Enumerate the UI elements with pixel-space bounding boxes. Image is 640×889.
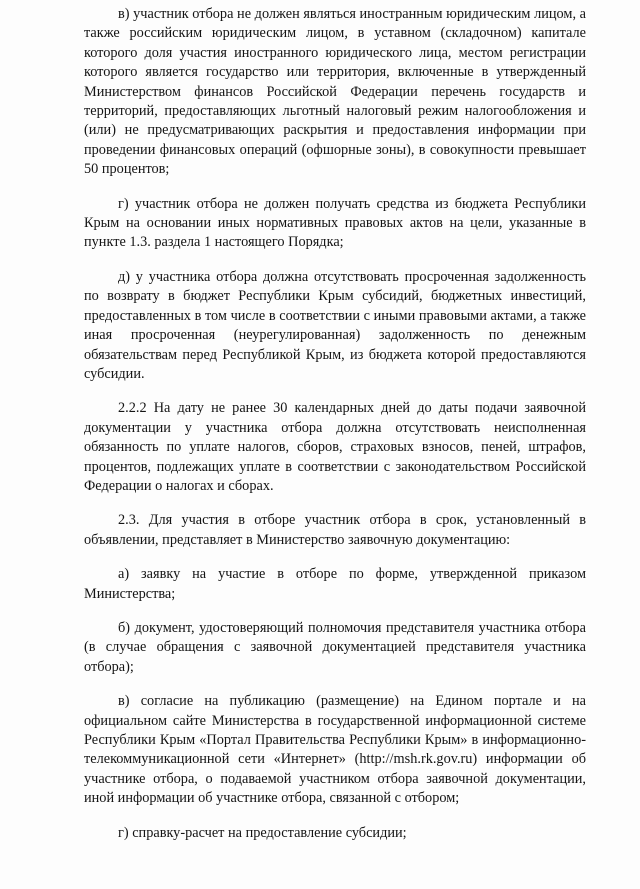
paragraph-g-subsidy-calculation: г) справку-расчет на предоставление субсидии; <box>118 824 407 841</box>
paragraph-g-budget-funds: г) участник отбора не должен получать средства из бюджета Республики Крым на основании иных нормативных правовых актов на цели, указанные в пункте 1.3. раздела 1 настоящего Порядка; <box>84 195 586 251</box>
paragraph-a-application-form: а) заявку на участие в отборе по форме, утвержденной приказом Министерства; <box>84 566 586 602</box>
paragraph-b-representative-authority: б) документ, удостоверяющий полномочия представителя участника отбора (в случае обращения с заявочной документацией представителя участника отбора); <box>84 619 586 675</box>
paragraph-2-2-2-tax-obligations: 2.2.2 На дату не ранее 30 календарных дней до даты подачи заявочной документации у участника отбора должна отсутствовать неисполненная обязанность по уплате налогов, сборов, страховых взносов, пеней, штрафов, процентов, подлежащих уплате в соответствии с законодательством Российской Федерации о налогах и сборах. <box>84 400 586 494</box>
paragraph-v-publication-consent: в) согласие на публикацию (размещение) на Едином портале и на официальном сайте Министерства в государственной информационной системе Республики Крым «Портал Правительства Республики Крым» в информационно-телекоммуникационной сети «Интернет» (http://msh.rk.gov.ru) информации об участнике отбора, о подаваемой участником отбора заявочной документации, иной информации об участнике отбора, связанной с отбором; <box>84 693 586 807</box>
paragraph-d-overdue-debt: д) у участника отбора должна отсутствовать просроченная задолженность по возврату в бюджет Республики Крым субсидий, бюджетных инвестиций, предоставленных в том числе в соответствии с иными правовыми актами, а также иная просроченная (неурегулированная) задолженность по денежным обязательствам перед Республикой Крым, из бюджета которой предоставляются субсидии. <box>84 268 586 382</box>
paragraph-v-foreign-entity: в) участник отбора не должен являться иностранным юридическим лицом, а также российским юридическим лицом, в уставном (складочном) капитале которого доля участия иностранного юридического лица, местом регистрации которого является государство или территория, включенные в утвержденный Министерством финансов Российской Федерации перечень государств и территорий, предоставляющих льготный налоговый режим налогообложения и (или) не предусматривающих раскрытия и предоставления информации при проведении финансовых операций (офшорные зоны), в совокупности превышает 50 процентов; <box>84 6 586 178</box>
document-body <box>84 5 586 843</box>
paragraph-2-3-application-docs: 2.3. Для участия в отборе участник отбора в срок, установленный в объявлении, представляет в Министерство заявочную документацию: <box>84 512 586 548</box>
